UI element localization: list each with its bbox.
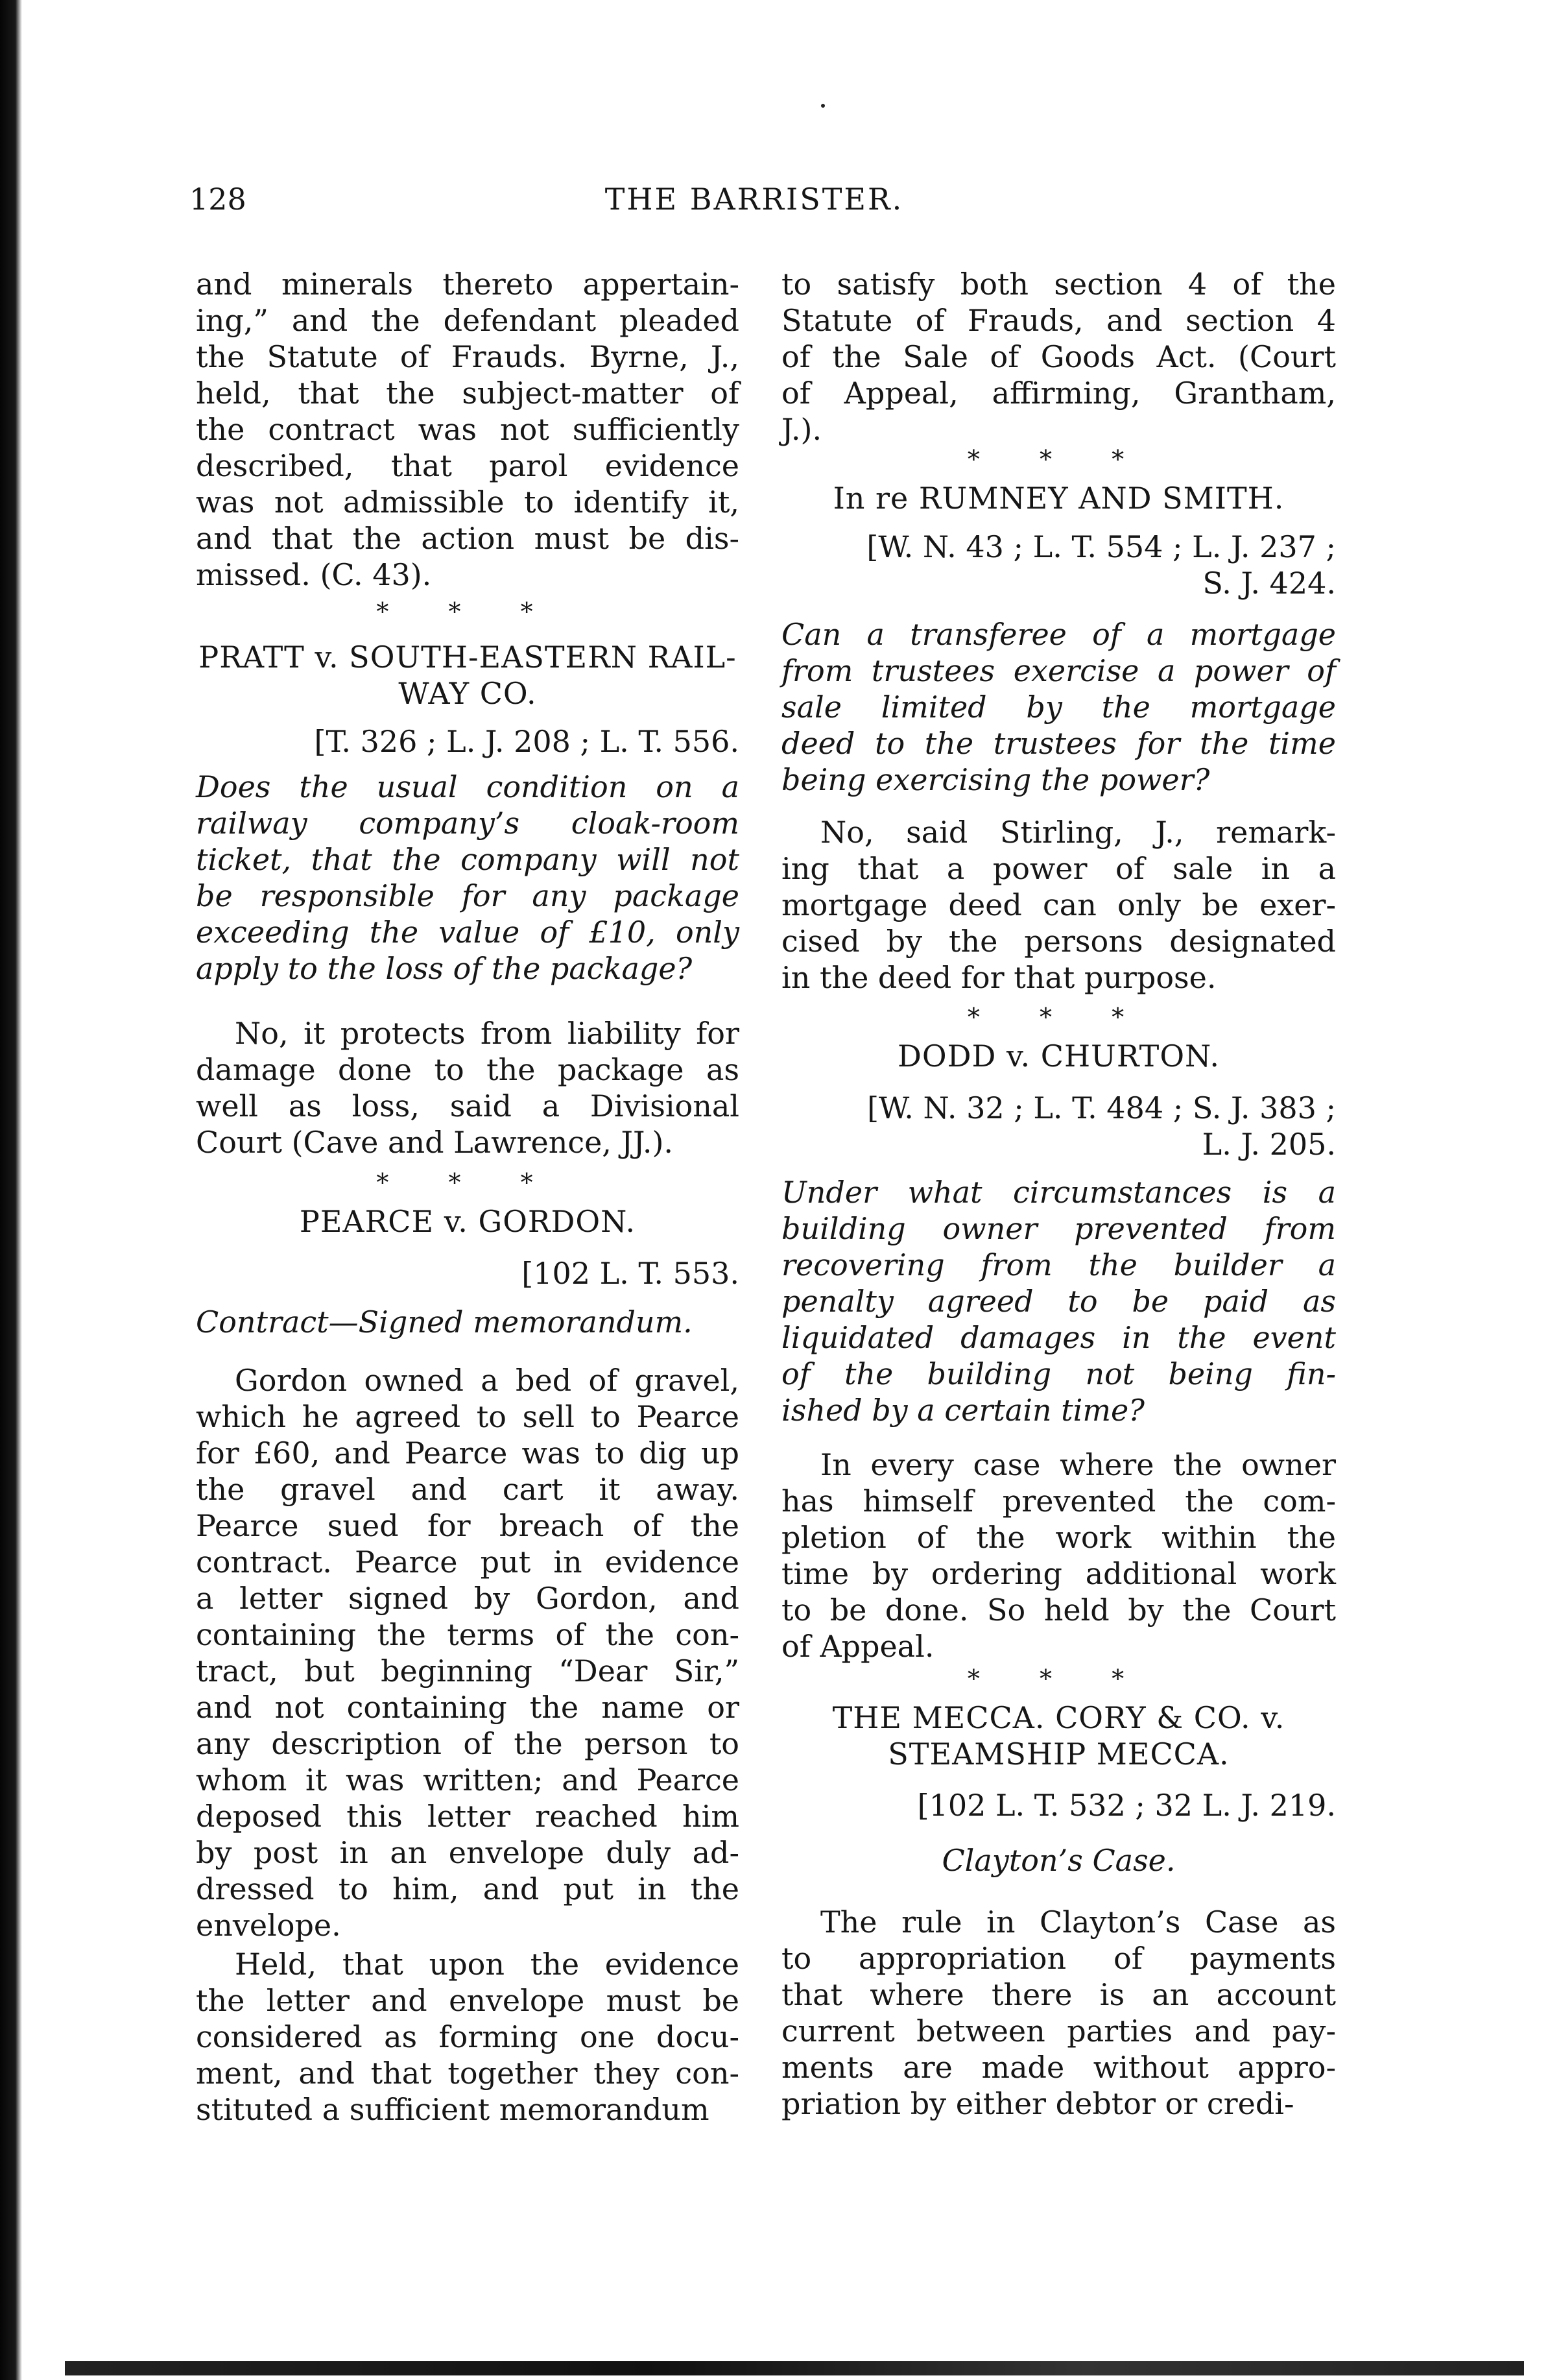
case-citation: [W. N. 32 ; L. T. 484 ; S. J. 383 ; L. J. 205. — [867, 1090, 1336, 1162]
page-number: 128 — [189, 182, 246, 217]
case-question: Can a transferee of a mortgage from trustees exercise a power of sale limited by the mortgage deed to the trustees for the time being exercising the power? — [781, 617, 1336, 797]
section-separator: * * * — [967, 1665, 1150, 1693]
section-separator: * * * — [376, 1168, 559, 1197]
case-citation: [T. 326 ; L. J. 208 ; L. T. 556. — [314, 724, 739, 759]
scan-speck — [821, 104, 825, 108]
case-subtitle: Clayton’s Case. — [942, 1843, 1176, 1878]
continued-paragraph: to satisfy both section 4 of the Statute of Frauds, and section 4 of the Sale of Goods Act. (Court of Appeal, affirming, Grantham, J.). — [781, 267, 1336, 447]
running-head: THE BARRISTER. — [604, 182, 904, 217]
case-holding-paragraph: Held, that upon the evidence the letter and envelope must be considered as forming one docu- ment, and that together they con- stituted a sufficient memorandum — [196, 1947, 739, 2127]
case-facts-paragraph: Gordon owned a bed of gravel, which he agreed to sell to Pearce for £60, and Pearce was to dig up the gravel and cart it away. Pearce sued for breach of the contract. Pearce put in evidence a letter signed by Gordon, and containing the terms of the con- tract, but beginning “Dear Sir,” and not containing the name or any description of the person to whom it was written; and Pearce deposed this letter reached him by post in an envelope duly ad- dressed to him, and put in the envelope. — [196, 1363, 739, 1943]
case-title: PRATT v. SOUTH-EASTERN RAIL- WAY CO. — [198, 640, 737, 711]
case-title: DODD v. CHURTON. — [898, 1039, 1220, 1074]
case-subtitle: Contract—Signed memorandum. — [196, 1304, 693, 1340]
case-title: In re RUMNEY AND SMITH. — [833, 481, 1285, 516]
case-question: Does the usual condition on a railway company’s cloak-room ticket, that the company will not be responsible for any package exceeding the value of £10, only apply to the loss of the package? — [196, 769, 739, 986]
scanned-page-edge — [0, 0, 22, 2380]
case-question: Under what circumstances is a building owner prevented from recovering from the builder a penalty agreed to be paid as liquidated damages in the event of the building not being fin- ished by a certain time? — [781, 1175, 1336, 1428]
case-answer: In every case where the owner has himself prevented the com- pletion of the work within the time by ordering additional work to be done. So held by the Court of Appeal. — [781, 1447, 1336, 1664]
section-separator: * * * — [967, 445, 1150, 474]
section-separator: * * * — [376, 597, 559, 626]
page-header — [189, 182, 1319, 222]
case-title: PEARCE v. GORDON. — [299, 1204, 636, 1239]
case-citation: [W. N. 43 ; L. T. 554 ; L. J. 237 ; S. J. 424. — [866, 529, 1336, 601]
case-citation: [102 L. T. 532 ; 32 L. J. 219. — [917, 1788, 1336, 1823]
case-answer: No, it protects from liability for damage done to the package as well as loss, said a Divisional Court (Cave and Lawrence, JJ.). — [196, 1016, 739, 1160]
case-citation: [102 L. T. 553. — [521, 1256, 739, 1291]
continued-paragraph: and minerals thereto appertain- ing,” and the defendant pleaded the Statute of Frauds. Byrne, J., held, that the subject-matter of the contract was not sufficiently described, that parol evidence was not admissible to identify it, and that the action must be dis- missed. (C. 43). — [196, 267, 739, 592]
scan-bottom-edge — [65, 2361, 1524, 2375]
case-title: THE MECCA. CORY & CO. v. STEAMSHIP MECCA. — [832, 1700, 1285, 1772]
case-answer: No, said Stirling, J., remark- ing that a power of sale in a mortgage deed can only be exer- cised by the persons designated in the deed for that purpose. — [781, 815, 1336, 995]
case-paragraph: The rule in Clayton’s Case as to appropriation of payments that where there is an account current between parties and pay- ments are made without appro- priation by either debtor or credi- — [781, 1905, 1336, 2121]
section-separator: * * * — [967, 1003, 1150, 1031]
